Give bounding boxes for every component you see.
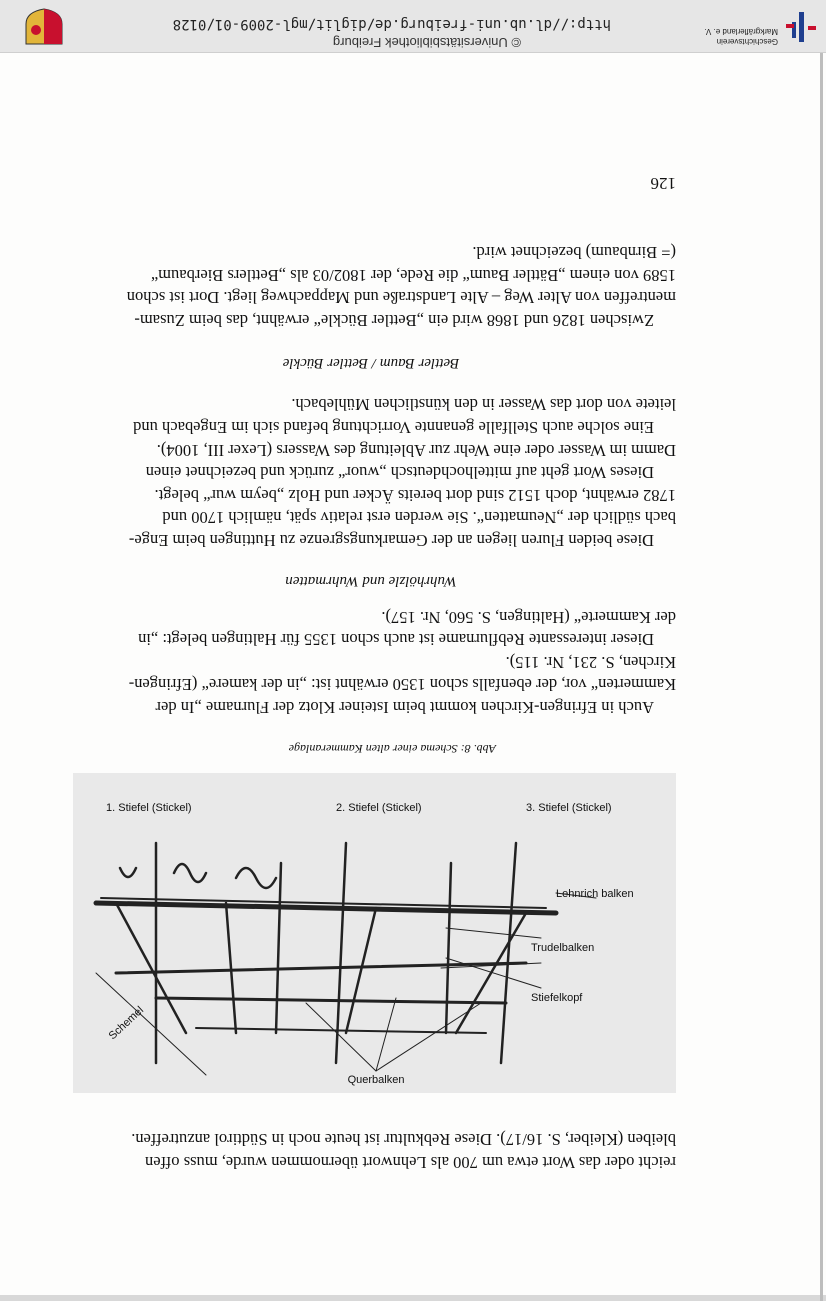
figure-caption: Abb. 8: Schema einer alten Kammeranlage — [288, 742, 496, 756]
text-line: Diese beiden Fluren liegen an der Gemarkungsgrenze zu Huttingen beim Enge- — [128, 531, 654, 550]
library-credit: © Universitätsbibliothek Freiburg — [332, 35, 521, 50]
text-line: der Kammerte“ (Haltingen, S. 560, Nr. 157). — [381, 607, 676, 627]
document-url-link[interactable]: http://dl.ub.uni-freiburg.de/diglit/mgl-2009-01/0128 — [172, 16, 611, 32]
text-line: bleiben (Kleiber, S. 16/17). Diese Rebkultur ist heute noch in Südtirol anzutreffen. — [131, 1130, 676, 1150]
text-line: mentreffen von Alter Weg – Alte Landstraße und Mappachweg liegt. Dort ist schon — [126, 288, 676, 308]
text-line: bach südlich der „Neumatten“. Sie werden erst relativ spät, nämlich 1700 und — [162, 508, 676, 528]
label-schemel: Schemel — [106, 1004, 147, 1043]
section-heading-wuhr: Wuhrhölzle und Wuhrmatten — [285, 573, 457, 589]
paragraph-continuation — [66, 1128, 676, 1173]
text-line: Dieses Wort geht auf mittelhochdeutsch „wuor“ zurück und bezeichnet einen — [145, 463, 654, 483]
page-edge — [0, 1295, 826, 1301]
page-margin-line — [820, 51, 823, 1301]
page-number: 126 — [650, 174, 676, 193]
label-lehnrich-balken: Lehnrich balken — [556, 888, 634, 900]
text-line: Kammerten“ vor, der ebenfalls schon 1350 erwähnt ist: „in der kamere“ (Efringen- — [128, 675, 676, 695]
text-line: leitete von dort das Wasser in den künstlichen Mühlebach. — [291, 395, 676, 415]
text-line: reicht oder das Wort etwa um 700 als Lehnwort übernommen wurde, muss offen — [145, 1153, 676, 1172]
figure-kammeranlage — [73, 773, 676, 1093]
society-name — [668, 26, 778, 46]
viewer-header — [0, 0, 826, 53]
figure-illustration — [73, 773, 676, 1093]
text-line: (= Birnbaum) bezeichnet wird. — [472, 243, 676, 263]
label-querbalken: Querbalken — [347, 1074, 405, 1086]
paragraph-bettler — [66, 241, 676, 331]
text-line: Eine solche auch Stellfalle genannte Vorrichtung befand sich im Engebach und — [133, 418, 654, 438]
paragraph-kammer — [66, 605, 676, 718]
society-line: Geschichtsverein — [716, 37, 778, 46]
text-line: Dieser interessante Rebflurname ist auch schon 1355 für Haltingen belegt: „in — [138, 630, 654, 650]
label-stiefel-2: 2. Stiefel (Stickel) — [336, 802, 422, 814]
text-line: 1589 von einem „Bättler Baum“ die Rede, der 1802/03 als „Bettlers Bierbaum“ — [150, 265, 676, 285]
section-heading-bettler: Bettler Baum / Bettler Bückle — [282, 355, 460, 371]
society-line: Markgräflerland e. V. — [704, 27, 778, 36]
paragraph-wuhr — [66, 393, 676, 551]
label-stiefel-3: 3. Stiefel (Stickel) — [526, 802, 612, 814]
label-trudelbalken: Trudelbalken — [531, 942, 595, 954]
text-line: Damm im Wasser oder eine Wehr zur Ableitung des Wassers (Lexer III, 1004). — [156, 440, 676, 460]
text-line: Auch in Efringen-Kirchen kommt beim Isteiner Klotz der Flurname „In der — [155, 698, 654, 717]
text-line: 1782 erwähnt, doch 1512 sind dort bereits Äcker und Holz „beym wur“ belegt. — [154, 485, 676, 505]
label-stiefel-1: 1. Stiefel (Stickel) — [106, 802, 192, 814]
label-stiefelkopf: Stiefelkopf — [531, 992, 583, 1004]
coat-of-arms-icon — [22, 8, 66, 46]
text-line: Kirchen, S. 231, Nr. 115). — [505, 652, 676, 672]
ub-freiburg-logo-icon — [784, 8, 818, 46]
text-line: Zwischen 1826 und 1868 wird ein „Bettler Bückle“ erwähnt, das beim Zusam- — [134, 311, 654, 330]
